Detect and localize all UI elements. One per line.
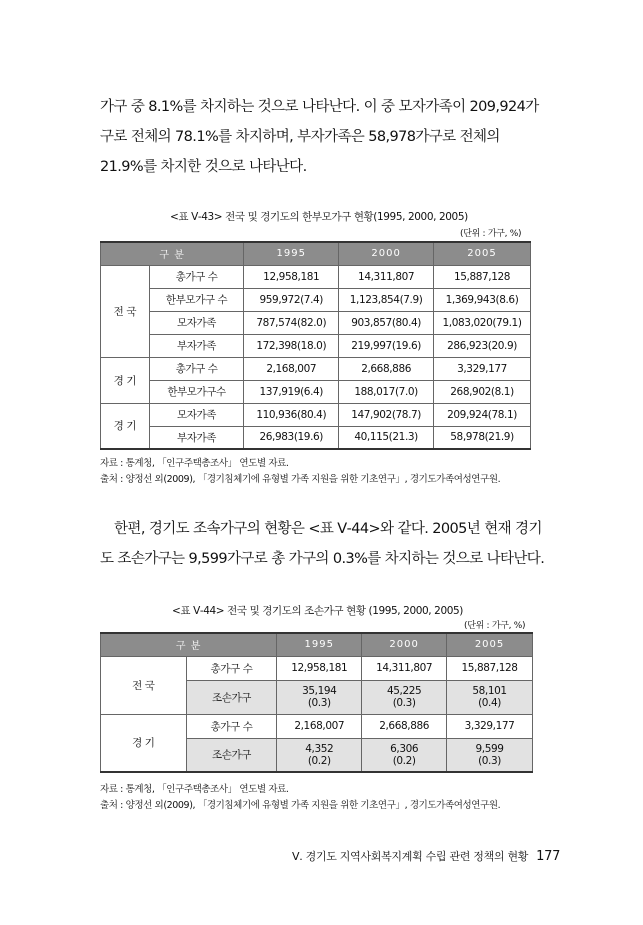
cell-value: 15,887,128 — [461, 662, 518, 674]
cell-value: 4,352 — [305, 742, 334, 755]
page-footer — [292, 848, 560, 864]
cell-percent: (0.2) — [392, 754, 416, 767]
table2-source-data: 자료 : 통계청, 「인구주택총조사」 연도별 자료. — [100, 784, 289, 795]
table1-source-data: 자료 : 통계청, 「인구주택총조사」 연도별 자료. — [100, 458, 289, 469]
table-cell: 219,997(19.6) — [339, 334, 434, 357]
table-cell: 137,919(6.4) — [244, 380, 339, 403]
table1-header-1995: 1995 — [244, 242, 339, 265]
row-group-label: 경 기 — [101, 714, 187, 772]
row-group-label: 전 국 — [101, 656, 187, 714]
page-number: 177 — [536, 849, 561, 864]
table-cell: 26,983(19.6) — [244, 426, 339, 449]
row-label: 모자가족 — [149, 403, 244, 426]
table1 — [100, 241, 531, 450]
table-cell: 172,398(18.0) — [244, 334, 339, 357]
table2-body — [101, 656, 533, 772]
row-label: 총가구 수 — [186, 714, 277, 738]
cell-percent: (0.2) — [307, 754, 331, 767]
table1-body — [101, 265, 531, 449]
table-cell: 209,924(78.1) — [434, 403, 531, 426]
table-cell — [447, 656, 533, 680]
table1-caption: <표 Ⅴ-43> 전국 및 경기도의 한부모가구 현황(1995, 2000, 2005) — [170, 211, 468, 223]
table1-header-2000: 2000 — [339, 242, 434, 265]
row-group-label: 전 국 — [101, 265, 150, 357]
table2-header-2000: 2000 — [362, 633, 447, 656]
row-label: 총가구 수 — [149, 357, 244, 380]
cell-value: 12,958,181 — [291, 662, 348, 674]
table-row — [101, 357, 531, 380]
table-cell: 903,857(80.4) — [339, 311, 434, 334]
cell-value: 3,329,177 — [464, 720, 515, 732]
table-row — [101, 714, 533, 738]
cell-value: 6,306 — [390, 742, 419, 755]
table-cell — [362, 680, 447, 714]
table-cell — [447, 714, 533, 738]
table1-source-origin: 출처 : 양정선 외(2009), 「경기침체기에 유형별 가족 지원을 위한 기초연구」, 경기도가족여성연구원. — [100, 474, 501, 485]
row-group-label: 경 기 — [101, 357, 150, 403]
row-group-label: 경 기 — [101, 403, 150, 449]
table-cell: 12,958,181 — [244, 265, 339, 288]
row-label: 총가구 수 — [149, 265, 244, 288]
cell-value: 9,599 — [475, 742, 504, 755]
table-row — [101, 426, 531, 449]
row-label: 모자가족 — [149, 311, 244, 334]
table-cell: 14,311,807 — [339, 265, 434, 288]
table-row — [101, 403, 531, 426]
table-cell: 959,972(7.4) — [244, 288, 339, 311]
table-cell: 286,923(20.9) — [434, 334, 531, 357]
table1-header-category: 구 분 — [101, 242, 244, 265]
paragraph-1: 가구 중 8.1%를 차지하는 것으로 나타난다. 이 중 모자가족이 209,924가구로 전체의 78.1%를 차지하며, 부자가족은 58,978가구로 전체의 21.9%를 차지한 것으로 나타난다. — [100, 99, 539, 175]
table-cell — [362, 714, 447, 738]
table2-source-origin: 출처 : 양정선 외(2009), 「경기침체기에 유형별 가족 지원을 위한 기초연구」, 경기도가족여성연구원. — [100, 800, 501, 811]
table-cell — [447, 738, 533, 772]
row-label: 한부모가구수 — [149, 380, 244, 403]
row-label: 부자가족 — [149, 426, 244, 449]
cell-percent: (0.3) — [307, 697, 331, 709]
cell-percent: (0.4) — [478, 697, 501, 709]
row-label: 한부모가구 수 — [149, 288, 244, 311]
table2-caption: <표 Ⅴ-44> 전국 및 경기도의 조손가구 현황 (1995, 2000, 2005) — [172, 605, 464, 617]
cell-value: 35,194 — [302, 685, 337, 697]
table-cell: 3,329,177 — [434, 357, 531, 380]
table2-header-1995: 1995 — [277, 633, 362, 656]
row-label: 조손가구 — [186, 680, 277, 714]
table-cell — [362, 738, 447, 772]
table2-unit: (단위 : 가구, %) — [464, 621, 526, 631]
table-row — [101, 311, 531, 334]
row-label: 총가구 수 — [186, 656, 277, 680]
cell-value: 14,311,807 — [376, 662, 433, 674]
table-row — [101, 288, 531, 311]
cell-percent: (0.3) — [478, 754, 501, 767]
table-cell: 1,369,943(8.6) — [434, 288, 531, 311]
cell-value: 45,225 — [386, 685, 422, 697]
table2-header-2005: 2005 — [447, 633, 533, 656]
table-cell: 188,017(7.0) — [339, 380, 434, 403]
table-cell: 1,083,020(79.1) — [434, 311, 531, 334]
table-cell — [277, 656, 362, 680]
table-row — [101, 656, 533, 680]
table-cell — [277, 738, 362, 772]
table-cell: 147,902(78.7) — [339, 403, 434, 426]
table-cell — [277, 714, 362, 738]
table-cell: 787,574(82.0) — [244, 311, 339, 334]
table-cell — [447, 680, 533, 714]
table1-unit: (단위 : 가구, %) — [460, 229, 522, 239]
table-cell: 2,668,886 — [339, 357, 434, 380]
table-row — [101, 265, 531, 288]
table-cell: 15,887,128 — [434, 265, 531, 288]
paragraph-2: 한편, 경기도 조속가구의 현황은 <표 Ⅴ-44>와 같다. 2005년 현재 경기도 조손가구는 9,599가구로 총 가구의 0.3%를 차지하는 것으로 나타난다. — [100, 521, 545, 567]
cell-value: 2,668,886 — [379, 720, 430, 732]
footer-chapter-title: Ⅴ. 경기도 지역사회복지계획 수립 관련 정책의 현황 — [292, 850, 529, 863]
table-cell — [277, 680, 362, 714]
table-cell: 58,978(21.9) — [434, 426, 531, 449]
table-cell: 110,936(80.4) — [244, 403, 339, 426]
cell-percent: (0.3) — [392, 697, 416, 709]
table-cell: 2,168,007 — [244, 357, 339, 380]
table-cell: 1,123,854(7.9) — [339, 288, 434, 311]
cell-value: 58,101 — [472, 685, 507, 697]
row-label: 부자가족 — [149, 334, 244, 357]
table1-header-2005: 2005 — [434, 242, 531, 265]
table-cell: 40,115(21.3) — [339, 426, 434, 449]
table-row — [101, 380, 531, 403]
cell-value: 2,168,007 — [294, 720, 345, 732]
table-cell — [362, 656, 447, 680]
table-cell: 268,902(8.1) — [434, 380, 531, 403]
table-row — [101, 334, 531, 357]
table2-header-category: 구 분 — [101, 633, 277, 656]
row-label: 조손가구 — [186, 738, 277, 772]
table2 — [100, 632, 533, 773]
